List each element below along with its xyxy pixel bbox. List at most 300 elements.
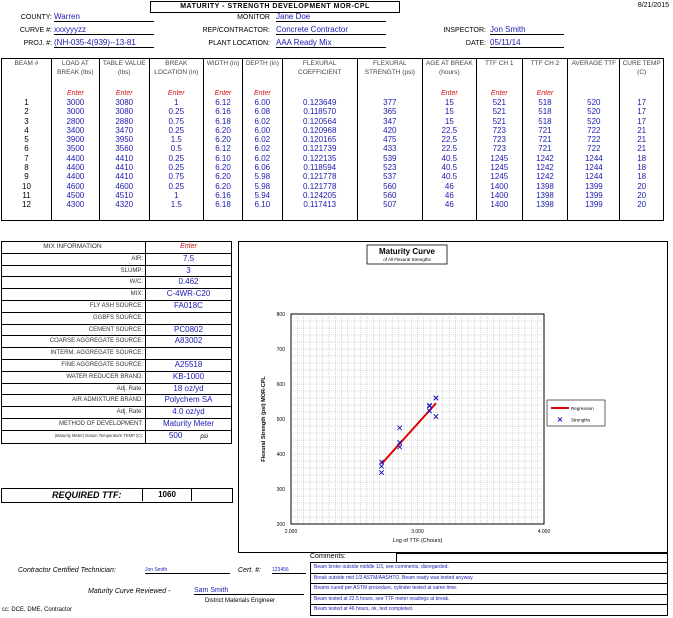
mix-value-text: 7.5	[182, 253, 195, 263]
inspector-label: INSPECTOR:	[443, 27, 486, 34]
table-cell[interactable]: 6.20	[203, 126, 242, 135]
table-cell[interactable]: 40.5	[422, 163, 476, 172]
table-cell[interactable]: 4410	[99, 163, 149, 172]
column-header: TABLE VALUE (lbs)	[99, 59, 149, 90]
mix-value-text: PC0802	[174, 324, 203, 334]
comments-label: Comments:	[310, 553, 346, 560]
inspector-value[interactable]: Jon Smith	[490, 25, 564, 35]
table-cell: 1399	[568, 200, 620, 209]
table-cell: 520	[568, 98, 620, 107]
table-cell[interactable]: 1398	[522, 182, 568, 191]
mix-value[interactable]	[146, 359, 232, 371]
table-cell[interactable]: 3500	[51, 144, 99, 153]
table-cell[interactable]: 20	[620, 182, 664, 191]
monitor-label: MONITOR	[237, 14, 270, 21]
y-tick-label: 700	[276, 347, 285, 353]
reviewed-sub: District Materials Engineer	[205, 598, 276, 604]
table-cell: 1399	[568, 191, 620, 200]
curve-value[interactable]: xxxyyyzz	[54, 25, 154, 35]
enter-cell	[2, 89, 52, 98]
mix-label: MIX:	[2, 289, 146, 301]
print-date: 8/21/2015	[637, 2, 669, 9]
mix-value-text: 18 oz/yd	[173, 383, 204, 393]
mix-row	[2, 265, 232, 277]
table-cell: 0.121778	[282, 182, 357, 191]
table-cell[interactable]: 2880	[99, 117, 149, 126]
table-cell[interactable]: 6.02	[243, 154, 282, 163]
enter-cell	[357, 89, 422, 98]
table-cell[interactable]: 4600	[51, 182, 99, 191]
x-axis-label: Log of TTF (Chours)	[392, 538, 443, 544]
table-cell[interactable]: 4300	[51, 200, 99, 209]
table-cell[interactable]: 0.25	[149, 154, 203, 163]
table-cell: 9	[24, 172, 29, 182]
mix-value[interactable]	[146, 277, 232, 289]
table-cell[interactable]: 3000	[51, 107, 99, 116]
table-cell[interactable]: 518	[522, 98, 568, 107]
table-cell[interactable]: 4410	[99, 154, 149, 163]
table-cell[interactable]: 0.75	[149, 172, 203, 181]
required-ttf-label: REQUIRED TTF:	[52, 490, 122, 500]
table-cell[interactable]: 6.20	[203, 172, 242, 181]
column-header: TTF CH 1	[476, 59, 522, 90]
table-cell: 560	[357, 191, 422, 200]
table-cell: 537	[357, 172, 422, 181]
table-cell[interactable]: 518	[522, 117, 568, 126]
table-cell	[99, 210, 149, 221]
beam-data-table	[1, 58, 664, 221]
table-cell[interactable]: 723	[476, 144, 522, 153]
mix-value-text: 3	[186, 265, 191, 275]
comment-line[interactable]: Beams cured per ASTM procedure, cylinder tested at same time.	[310, 584, 668, 595]
county-value[interactable]: Warren	[54, 12, 154, 22]
mix-label: COARSE AGGREGATE SOURCE:	[2, 336, 146, 348]
table-cell: 475	[357, 135, 422, 144]
y-tick-label: 300	[276, 487, 285, 493]
mix-label: GGBFS SOURCE:	[2, 312, 146, 324]
mix-label: AIR ADMIXTURE BRAND:	[2, 395, 146, 407]
table-cell[interactable]: 6.16	[203, 191, 242, 200]
table-cell	[243, 210, 282, 221]
cc-line: cc: DCE, DME, Contractor	[2, 607, 73, 613]
table-cell[interactable]: 6.12	[203, 144, 242, 153]
required-ttf-box	[1, 488, 233, 503]
table-row	[2, 98, 664, 107]
mix-label: INTERM. AGGREGATE SOURCE:	[2, 348, 146, 360]
mix-value-text: A83002	[174, 336, 203, 346]
column-header: AVERAGE TTF	[568, 59, 620, 90]
chart-title: Maturity Curve	[378, 247, 436, 256]
table-cell[interactable]: 6.18	[203, 200, 242, 209]
maturity-chart-box	[238, 241, 668, 553]
table-cell: 7	[24, 153, 29, 163]
mix-label: WATER REDUCER BRAND:	[2, 371, 146, 383]
comments-lines	[310, 562, 668, 616]
table-row	[2, 144, 664, 153]
table-cell[interactable]: 721	[522, 126, 568, 135]
table-cell[interactable]: 4410	[99, 172, 149, 181]
table-cell[interactable]: 6.02	[243, 135, 282, 144]
table-cell[interactable]: 521	[476, 98, 522, 107]
mix-value[interactable]	[146, 348, 232, 360]
column-header: LOAD AT BREAK (lbs)	[51, 59, 99, 90]
y-tick-label: 800	[276, 312, 285, 318]
column-header: BREAK LOCATION (in)	[149, 59, 203, 90]
table-cell: 1244	[568, 172, 620, 181]
table-cell[interactable]: 1242	[522, 154, 568, 163]
table-cell[interactable]: 721	[522, 144, 568, 153]
table-cell[interactable]: 6.20	[203, 182, 242, 191]
mix-row	[2, 395, 232, 407]
plant-value[interactable]: AAA Ready Mix	[276, 38, 386, 48]
table-cell[interactable]: 4500	[51, 191, 99, 200]
table-cell[interactable]: 0.5	[149, 144, 203, 153]
table-cell[interactable]: 21	[620, 135, 664, 144]
table-cell[interactable]: 1245	[476, 163, 522, 172]
mix-label: FLY ASH SOURCE:	[2, 300, 146, 312]
table-cell: 0.121739	[282, 144, 357, 153]
table-cell[interactable]: 2800	[51, 117, 99, 126]
table-cell[interactable]: 46	[422, 200, 476, 209]
county-label: COUNTY:	[20, 14, 52, 21]
table-cell[interactable]: 6.02	[243, 117, 282, 126]
maturity-chart	[239, 242, 667, 552]
mix-row	[2, 253, 232, 265]
table-cell[interactable]: 6.02	[243, 144, 282, 153]
table-cell[interactable]: 21	[620, 144, 664, 153]
table-cell[interactable]: 46	[422, 191, 476, 200]
table-cell[interactable]: 3470	[99, 126, 149, 135]
mix-label: (Maturity Meter) Datum Temperature TEMP (C):	[2, 430, 146, 443]
table-row	[2, 135, 664, 144]
date-label: DATE:	[465, 40, 486, 47]
table-cell[interactable]: 22.5	[422, 144, 476, 153]
table-cell: 722	[568, 135, 620, 144]
cert-num-value[interactable]: 123456	[272, 567, 306, 574]
table-cell: 377	[357, 98, 422, 107]
table-cell[interactable]: 6.10	[243, 200, 282, 209]
enter-cell: Enter	[243, 89, 282, 98]
mix-label: Adj. Rate:	[2, 383, 146, 395]
table-cell: 1244	[568, 163, 620, 172]
table-cell[interactable]: 6.08	[243, 107, 282, 116]
enter-cell	[282, 89, 357, 98]
comments-input[interactable]	[396, 553, 668, 563]
table-cell[interactable]: 1398	[522, 191, 568, 200]
comment-line[interactable]: Beam broke outside middle 1/3, see comments, disregarded.	[310, 563, 668, 574]
table-cell[interactable]: 0.25	[149, 163, 203, 172]
table-cell[interactable]: 5.94	[243, 191, 282, 200]
table-cell[interactable]: 5.98	[243, 172, 282, 181]
mix-label: METHOD OF DEVELOPMENT:	[2, 418, 146, 430]
mix-value-text: C-4WR-C20	[166, 289, 211, 299]
table-cell[interactable]: 4320	[99, 200, 149, 209]
table-cell[interactable]: 723	[476, 126, 522, 135]
table-cell[interactable]: 1242	[522, 163, 568, 172]
table-cell[interactable]: 20	[620, 191, 664, 200]
table-cell: 2	[24, 107, 29, 117]
column-header: FLEXURAL STRENGTH (psi)	[357, 59, 422, 90]
mix-label: CEMENT SOURCE:	[2, 324, 146, 336]
table-cell[interactable]: 1	[149, 98, 203, 107]
mix-value[interactable]	[146, 289, 232, 301]
table-cell: 523	[357, 163, 422, 172]
mix-value[interactable]	[146, 430, 232, 443]
mix-row	[2, 418, 232, 430]
table-cell[interactable]: 521	[476, 107, 522, 116]
table-cell: 722	[568, 144, 620, 153]
table-cell[interactable]: 6.20	[203, 163, 242, 172]
mix-label: SLUMP:	[2, 265, 146, 277]
table-cell: 10	[22, 181, 31, 191]
legend-label: Regression	[571, 406, 594, 411]
table-cell[interactable]: 4600	[99, 182, 149, 191]
table-cell[interactable]: 6.00	[243, 126, 282, 135]
table-cell[interactable]: 22.5	[422, 126, 476, 135]
table-cell[interactable]: 6.12	[203, 98, 242, 107]
x-tick-label: 3.000	[411, 529, 424, 535]
table-cell	[522, 210, 568, 221]
mix-value[interactable]	[146, 336, 232, 348]
table-cell[interactable]: 20	[620, 200, 664, 209]
table-cell[interactable]: 4400	[51, 163, 99, 172]
table-cell: 520	[568, 107, 620, 116]
enter-cell: Enter	[203, 89, 242, 98]
table-cell[interactable]: 3080	[99, 98, 149, 107]
table-cell[interactable]: 1.5	[149, 135, 203, 144]
column-header: BEAM #	[14, 60, 39, 67]
comment-line[interactable]: Break outside mid 1/3 ASTM/AASHTO, Beam ready was tested anyway.	[310, 574, 668, 585]
mix-row	[2, 359, 232, 371]
table-cell[interactable]: 18	[620, 172, 664, 181]
table-cell: 1244	[568, 154, 620, 163]
cert-num-label: Cert. #:	[238, 567, 261, 574]
mix-header-enter: Enter	[146, 242, 232, 254]
rep-value[interactable]: Concrete Contractor	[276, 25, 386, 35]
table-cell	[620, 210, 664, 221]
table-cell[interactable]: 0.75	[149, 117, 203, 126]
enter-cell	[568, 89, 620, 98]
column-header: FLEXURAL COEFFICIENT	[282, 59, 357, 90]
table-cell[interactable]: 18	[620, 154, 664, 163]
mix-unit: psi	[200, 433, 209, 440]
table-cell[interactable]: 1245	[476, 154, 522, 163]
mix-value-text: KB-1000	[172, 371, 205, 381]
table-cell[interactable]: 15	[422, 98, 476, 107]
enter-cell: Enter	[149, 89, 203, 98]
mix-row	[2, 371, 232, 383]
table-cell: 347	[357, 117, 422, 126]
table-cell: 1399	[568, 182, 620, 191]
mix-value[interactable]	[146, 395, 232, 407]
table-cell[interactable]: 6.00	[243, 98, 282, 107]
enter-cell: Enter	[476, 89, 522, 98]
table-cell[interactable]: 1242	[522, 172, 568, 181]
table-cell: 11	[22, 190, 31, 200]
mix-value-text: Polychem SA	[164, 395, 213, 405]
comment-line[interactable]: Beam tested at 22.5 hours, see TTF meter readings at break.	[310, 595, 668, 606]
x-tick-label: 4.000	[537, 529, 551, 535]
table-cell[interactable]: 3560	[99, 144, 149, 153]
table-cell	[422, 210, 476, 221]
legend-label: Strengths	[571, 417, 591, 423]
enter-cell	[620, 89, 664, 98]
table-cell: 0.120968	[282, 126, 357, 135]
table-cell[interactable]: 1398	[522, 200, 568, 209]
curve-label: CURVE #:	[19, 27, 52, 34]
proj-label: PROJ. #:	[23, 40, 52, 47]
mix-value[interactable]	[146, 383, 232, 395]
table-cell[interactable]: 4400	[51, 154, 99, 163]
mix-value[interactable]	[146, 324, 232, 336]
enter-row	[2, 89, 664, 98]
mix-value-text: 0.462	[178, 277, 199, 287]
table-cell[interactable]: 6.16	[203, 107, 242, 116]
table-cell[interactable]: 3900	[51, 135, 99, 144]
mix-value[interactable]	[146, 253, 232, 265]
table-row	[2, 163, 664, 172]
mix-value[interactable]	[146, 418, 232, 430]
x-tick-label: 2.000	[284, 529, 298, 535]
table-row	[2, 117, 664, 126]
date-value[interactable]: 05/11/14	[490, 38, 564, 48]
table-cell[interactable]: 22.5	[422, 135, 476, 144]
table-row	[2, 182, 664, 191]
table-row	[2, 154, 664, 163]
mix-value-text: 4.0 oz/yd	[172, 407, 205, 417]
report-title: MATURITY - STRENGTH DEVELOPMENT MOR-CPL	[150, 1, 400, 13]
table-cell[interactable]: 0.25	[149, 107, 203, 116]
table-cell[interactable]: 0.25	[149, 126, 203, 135]
table-cell[interactable]: 21	[620, 126, 664, 135]
table-cell[interactable]: 17	[620, 107, 664, 116]
table-cell[interactable]: 15	[422, 117, 476, 126]
table-cell	[2, 210, 52, 221]
table-cell[interactable]: 17	[620, 117, 664, 126]
mix-value-text: A25518	[174, 359, 203, 369]
mix-label: W/C:	[2, 277, 146, 289]
mix-value[interactable]	[146, 265, 232, 277]
table-cell: 420	[357, 126, 422, 135]
plant-label: PLANT LOCATION:	[208, 40, 270, 47]
enter-cell: Enter	[522, 89, 568, 98]
table-cell[interactable]: 18	[620, 163, 664, 172]
table-cell[interactable]: 3400	[51, 126, 99, 135]
table-cell: 539	[357, 154, 422, 163]
rep-label: REP/CONTRACTOR:	[202, 27, 270, 34]
mix-label: FINE AGGREGATE SOURCE:	[2, 359, 146, 371]
cert-label: Contractor Certified Technician:	[18, 567, 116, 574]
table-cell: 433	[357, 144, 422, 153]
table-cell: 520	[568, 117, 620, 126]
table-cell[interactable]: 6.06	[243, 163, 282, 172]
table-cell[interactable]: 721	[522, 135, 568, 144]
table-cell: 365	[357, 107, 422, 116]
mix-value[interactable]	[146, 312, 232, 324]
mix-row	[2, 407, 232, 419]
table-cell[interactable]: 1	[149, 191, 203, 200]
y-axis-label: Flexural Strength (psi) MOR-CPL	[261, 376, 267, 462]
table-cell[interactable]: 521	[476, 117, 522, 126]
mix-row	[2, 430, 232, 443]
table-cell: 8	[24, 163, 29, 173]
mix-row	[2, 312, 232, 324]
table-cell[interactable]: 1400	[476, 191, 522, 200]
comment-line[interactable]: Beam tested at 46 hours, ok, test completed.	[310, 605, 668, 616]
mix-value-text: Maturity Meter	[162, 418, 215, 428]
table-cell[interactable]: 4400	[51, 172, 99, 181]
table-cell[interactable]: 15	[422, 107, 476, 116]
table-cell	[51, 210, 99, 221]
table-cell[interactable]: 3000	[51, 98, 99, 107]
table-row	[2, 172, 664, 181]
table-row	[2, 200, 664, 209]
table-cell[interactable]: 518	[522, 107, 568, 116]
mix-row	[2, 348, 232, 360]
table-cell	[149, 210, 203, 221]
column-header: DEPTH (in)	[243, 59, 282, 90]
table-cell	[476, 210, 522, 221]
reviewed-value[interactable]: Sam Smith	[194, 587, 304, 595]
required-ttf-value[interactable]: 1060	[142, 489, 192, 501]
table-cell: 722	[568, 126, 620, 135]
table-cell	[282, 210, 357, 221]
table-cell: 0.120165	[282, 135, 357, 144]
table-cell[interactable]: 17	[620, 98, 664, 107]
table-cell[interactable]: 6.18	[203, 117, 242, 126]
cert-value[interactable]: Jon Smith	[145, 567, 230, 574]
table-cell[interactable]: 46	[422, 182, 476, 191]
table-cell[interactable]: 1245	[476, 172, 522, 181]
mix-value-text: 500	[168, 430, 183, 440]
table-cell: 0.123649	[282, 98, 357, 107]
mix-row	[2, 289, 232, 301]
y-tick-label: 400	[276, 452, 285, 458]
column-header: CURE TEMP (C)	[620, 59, 664, 90]
mix-row	[2, 336, 232, 348]
table-cell: 0.118594	[282, 163, 357, 172]
comments-label-row	[310, 553, 668, 562]
table-cell[interactable]: 6.20	[203, 135, 242, 144]
table-cell[interactable]: 723	[476, 135, 522, 144]
comments-box	[310, 553, 668, 616]
table-cell: 0.121778	[282, 172, 357, 181]
mix-row	[2, 324, 232, 336]
mix-value[interactable]	[146, 371, 232, 383]
mix-value-text: FA018C	[174, 300, 203, 310]
column-header: WIDTH (in)	[203, 59, 242, 90]
table-cell: 4	[24, 125, 29, 135]
table-cell[interactable]: 3950	[99, 135, 149, 144]
table-cell[interactable]: 4510	[99, 191, 149, 200]
table-cell[interactable]: 5.98	[243, 182, 282, 191]
mix-value[interactable]	[146, 300, 232, 312]
table-cell[interactable]: 1400	[476, 200, 522, 209]
table-row	[2, 126, 664, 135]
table-cell[interactable]: 1400	[476, 182, 522, 191]
table-cell[interactable]: 6.10	[203, 154, 242, 163]
proj-value[interactable]: (NH-035-4(939)--13-81	[54, 38, 154, 48]
table-cell[interactable]: 0.25	[149, 182, 203, 191]
table-cell[interactable]: 3080	[99, 107, 149, 116]
table-cell[interactable]: 40.5	[422, 154, 476, 163]
table-cell: 0.124205	[282, 191, 357, 200]
mix-row	[2, 383, 232, 395]
table-cell[interactable]: 40.5	[422, 172, 476, 181]
table-cell[interactable]: 1.5	[149, 200, 203, 209]
mix-value[interactable]	[146, 407, 232, 419]
monitor-value[interactable]: Jane Doe	[276, 12, 386, 22]
